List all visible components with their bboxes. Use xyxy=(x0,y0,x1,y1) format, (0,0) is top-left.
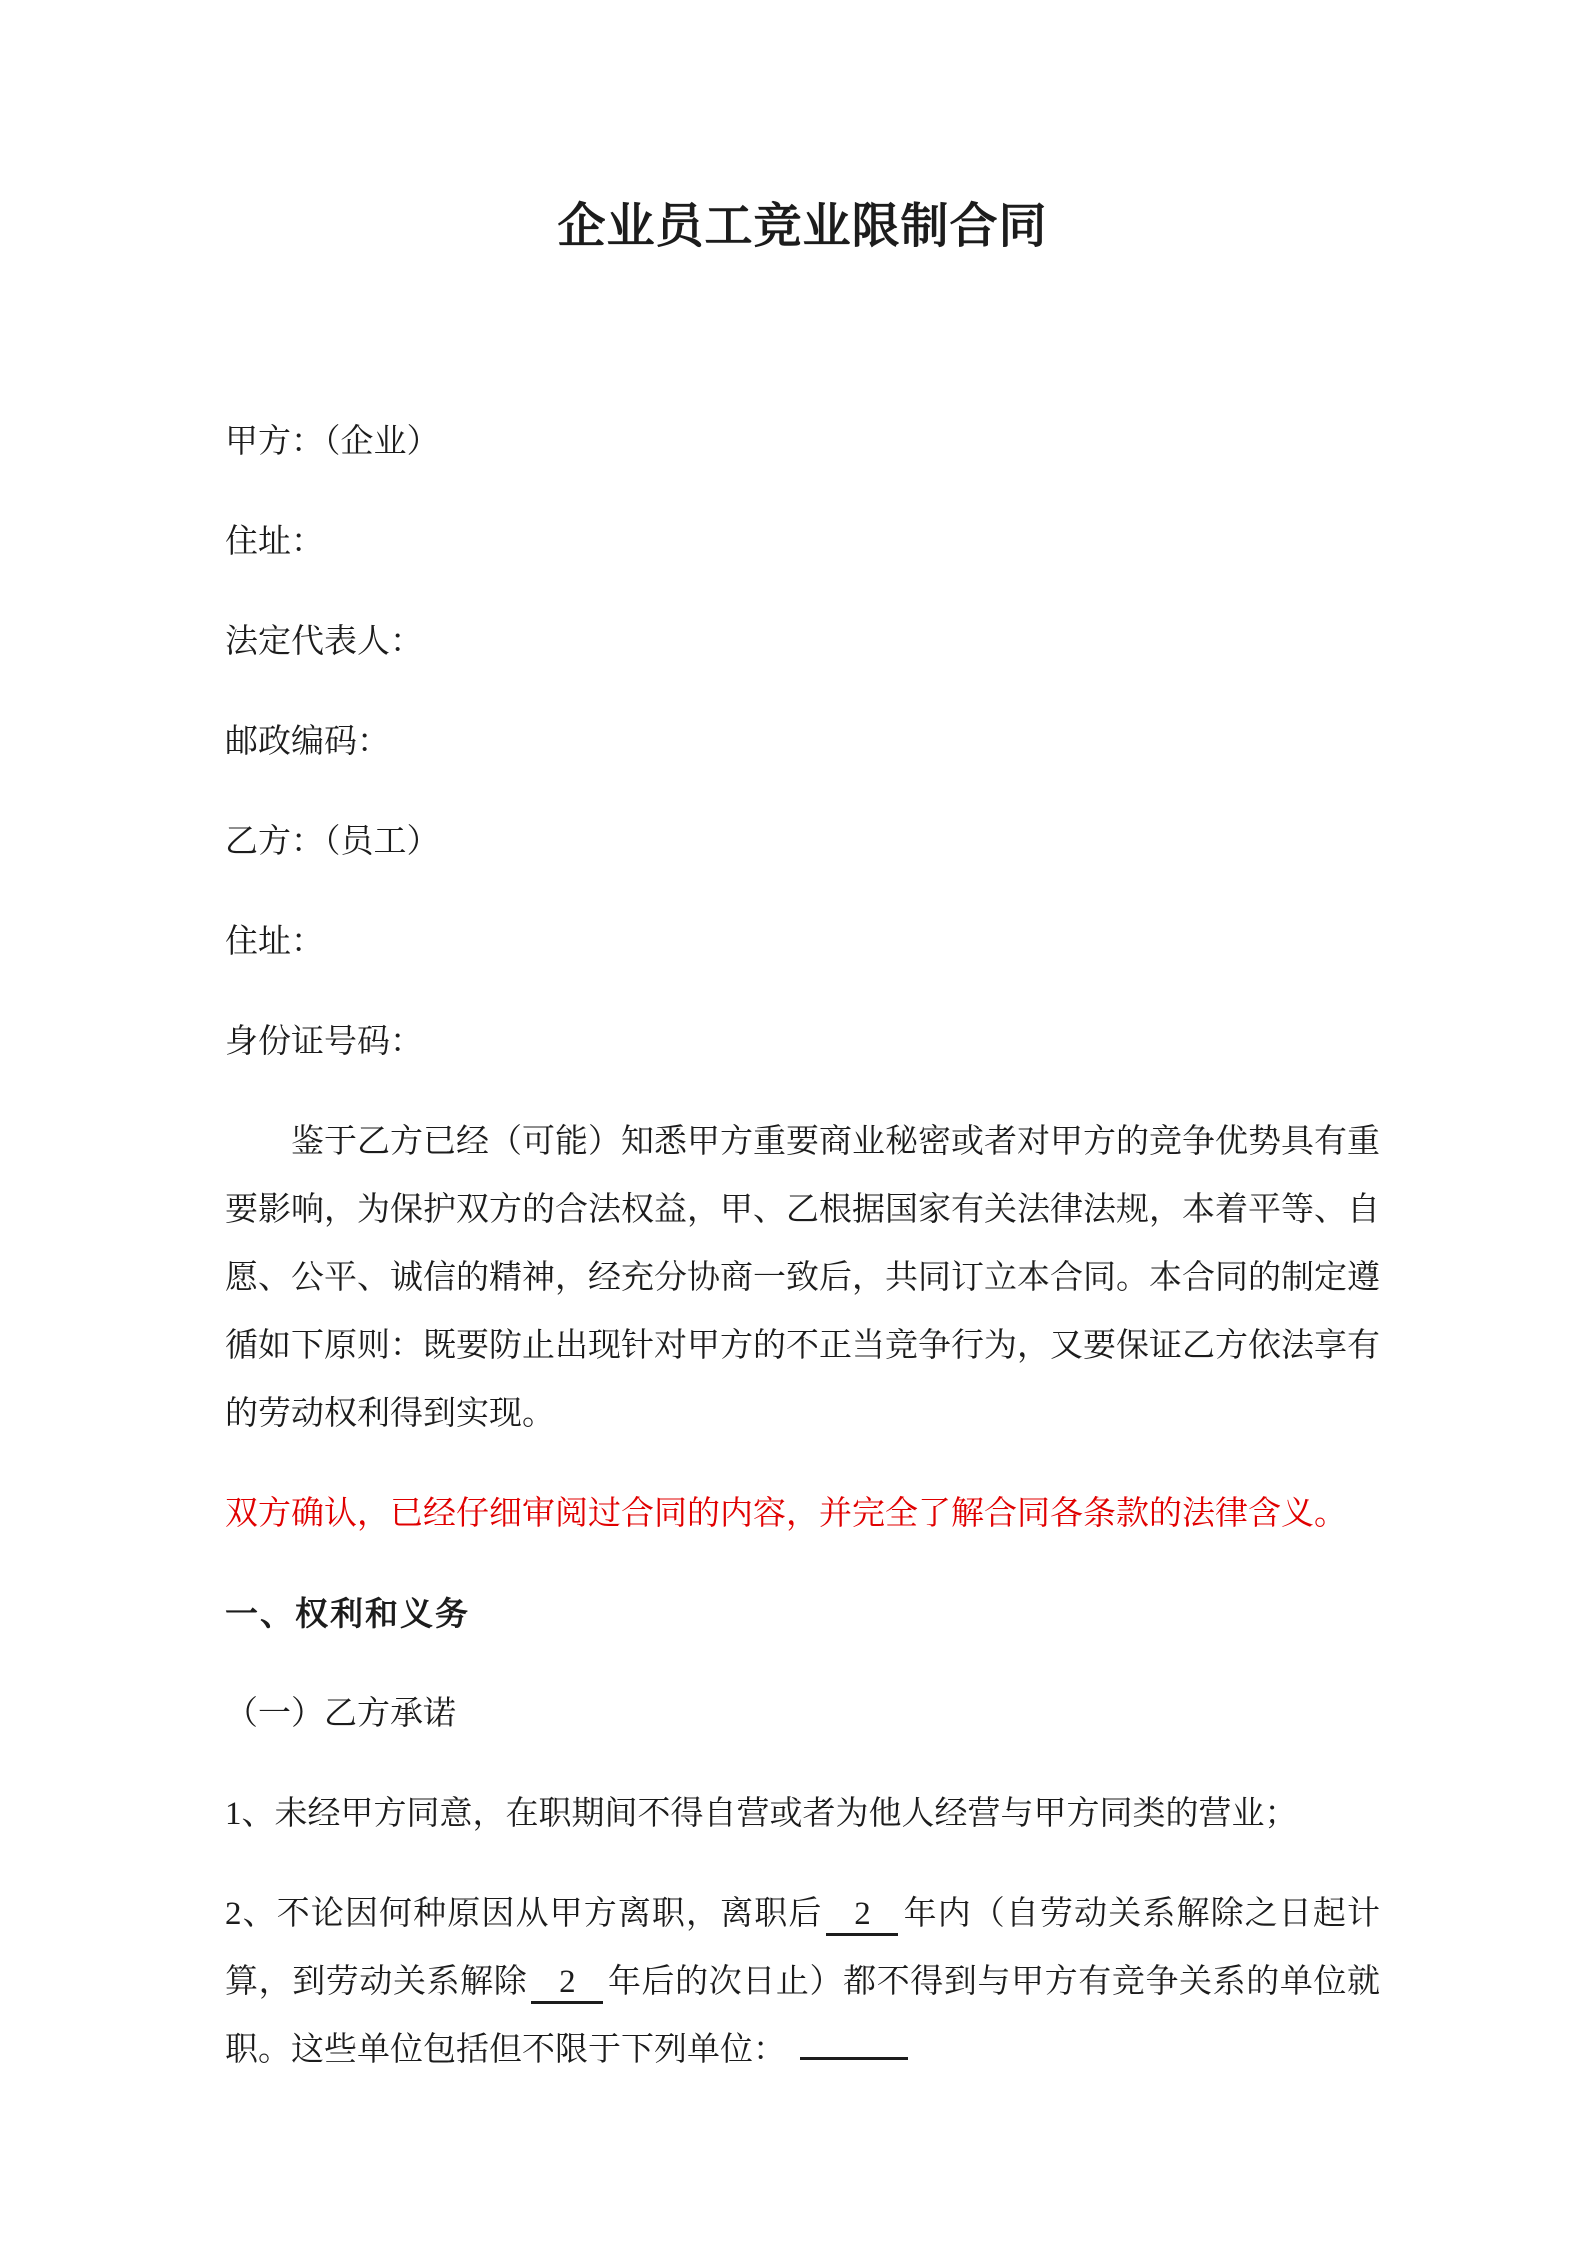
party-a-label: 甲方：（企业） xyxy=(225,424,440,460)
subheading-party-b-commitments: （一）乙方承诺 xyxy=(225,1696,456,1732)
party-b-id-number: 身份证号码： xyxy=(225,1024,423,1060)
blank-competitor-units xyxy=(800,2057,908,2060)
blank-years-after-termination: 2 xyxy=(531,1963,603,2004)
document-title: 企业员工竞业限制合同 xyxy=(557,200,1048,253)
party-b-label: 乙方：（员工） xyxy=(225,824,440,860)
clause-2-text-part3: 年后的次日止）都不得到与甲方有竞争关系的单位就职。这些单位包括但不限于下列单位： xyxy=(225,1964,1380,2068)
clause-2-text-part1: 2、不论因何种原因从甲方离职，离职后 xyxy=(225,1896,823,1932)
confirmation-notice: 双方确认，已经仔细审阅过合同的内容，并完全了解合同各条款的法律含义。 xyxy=(225,1496,1347,1532)
section-heading-rights-obligations: 一、权利和义务 xyxy=(225,1595,470,1632)
party-a-address: 住址： xyxy=(225,524,324,560)
preamble-paragraph: 鉴于乙方已经（可能）知悉甲方重要商业秘密或者对甲方的竞争优势具有重要影响，为保护双方的合法权益，甲、乙根据国家有关法律法规，本着平等、自愿、公平、诚信的精神，经充分协商一致后，共同订立本合同。本合同的制定遵循如下原则：既要防止出现针对甲方的不正当竞争行为，又要保证乙方依法享有的劳动权利得到实现。 xyxy=(225,1124,1380,1432)
party-a-legal-rep: 法定代表人： xyxy=(225,624,423,660)
clause-1: 1、未经甲方同意，在职期间不得自营或者为他人经营与甲方同类的营业； xyxy=(225,1796,1298,1832)
party-a-postcode: 邮政编码： xyxy=(225,724,390,760)
clause-2-text-part2: 年内（自劳动关系解除之日起计算，到劳动关系解除 xyxy=(225,1896,1380,2000)
party-b-address: 住址： xyxy=(225,924,324,960)
clause-2 xyxy=(225,1880,1380,2084)
blank-years-after-departure: 2 xyxy=(826,1895,898,1936)
